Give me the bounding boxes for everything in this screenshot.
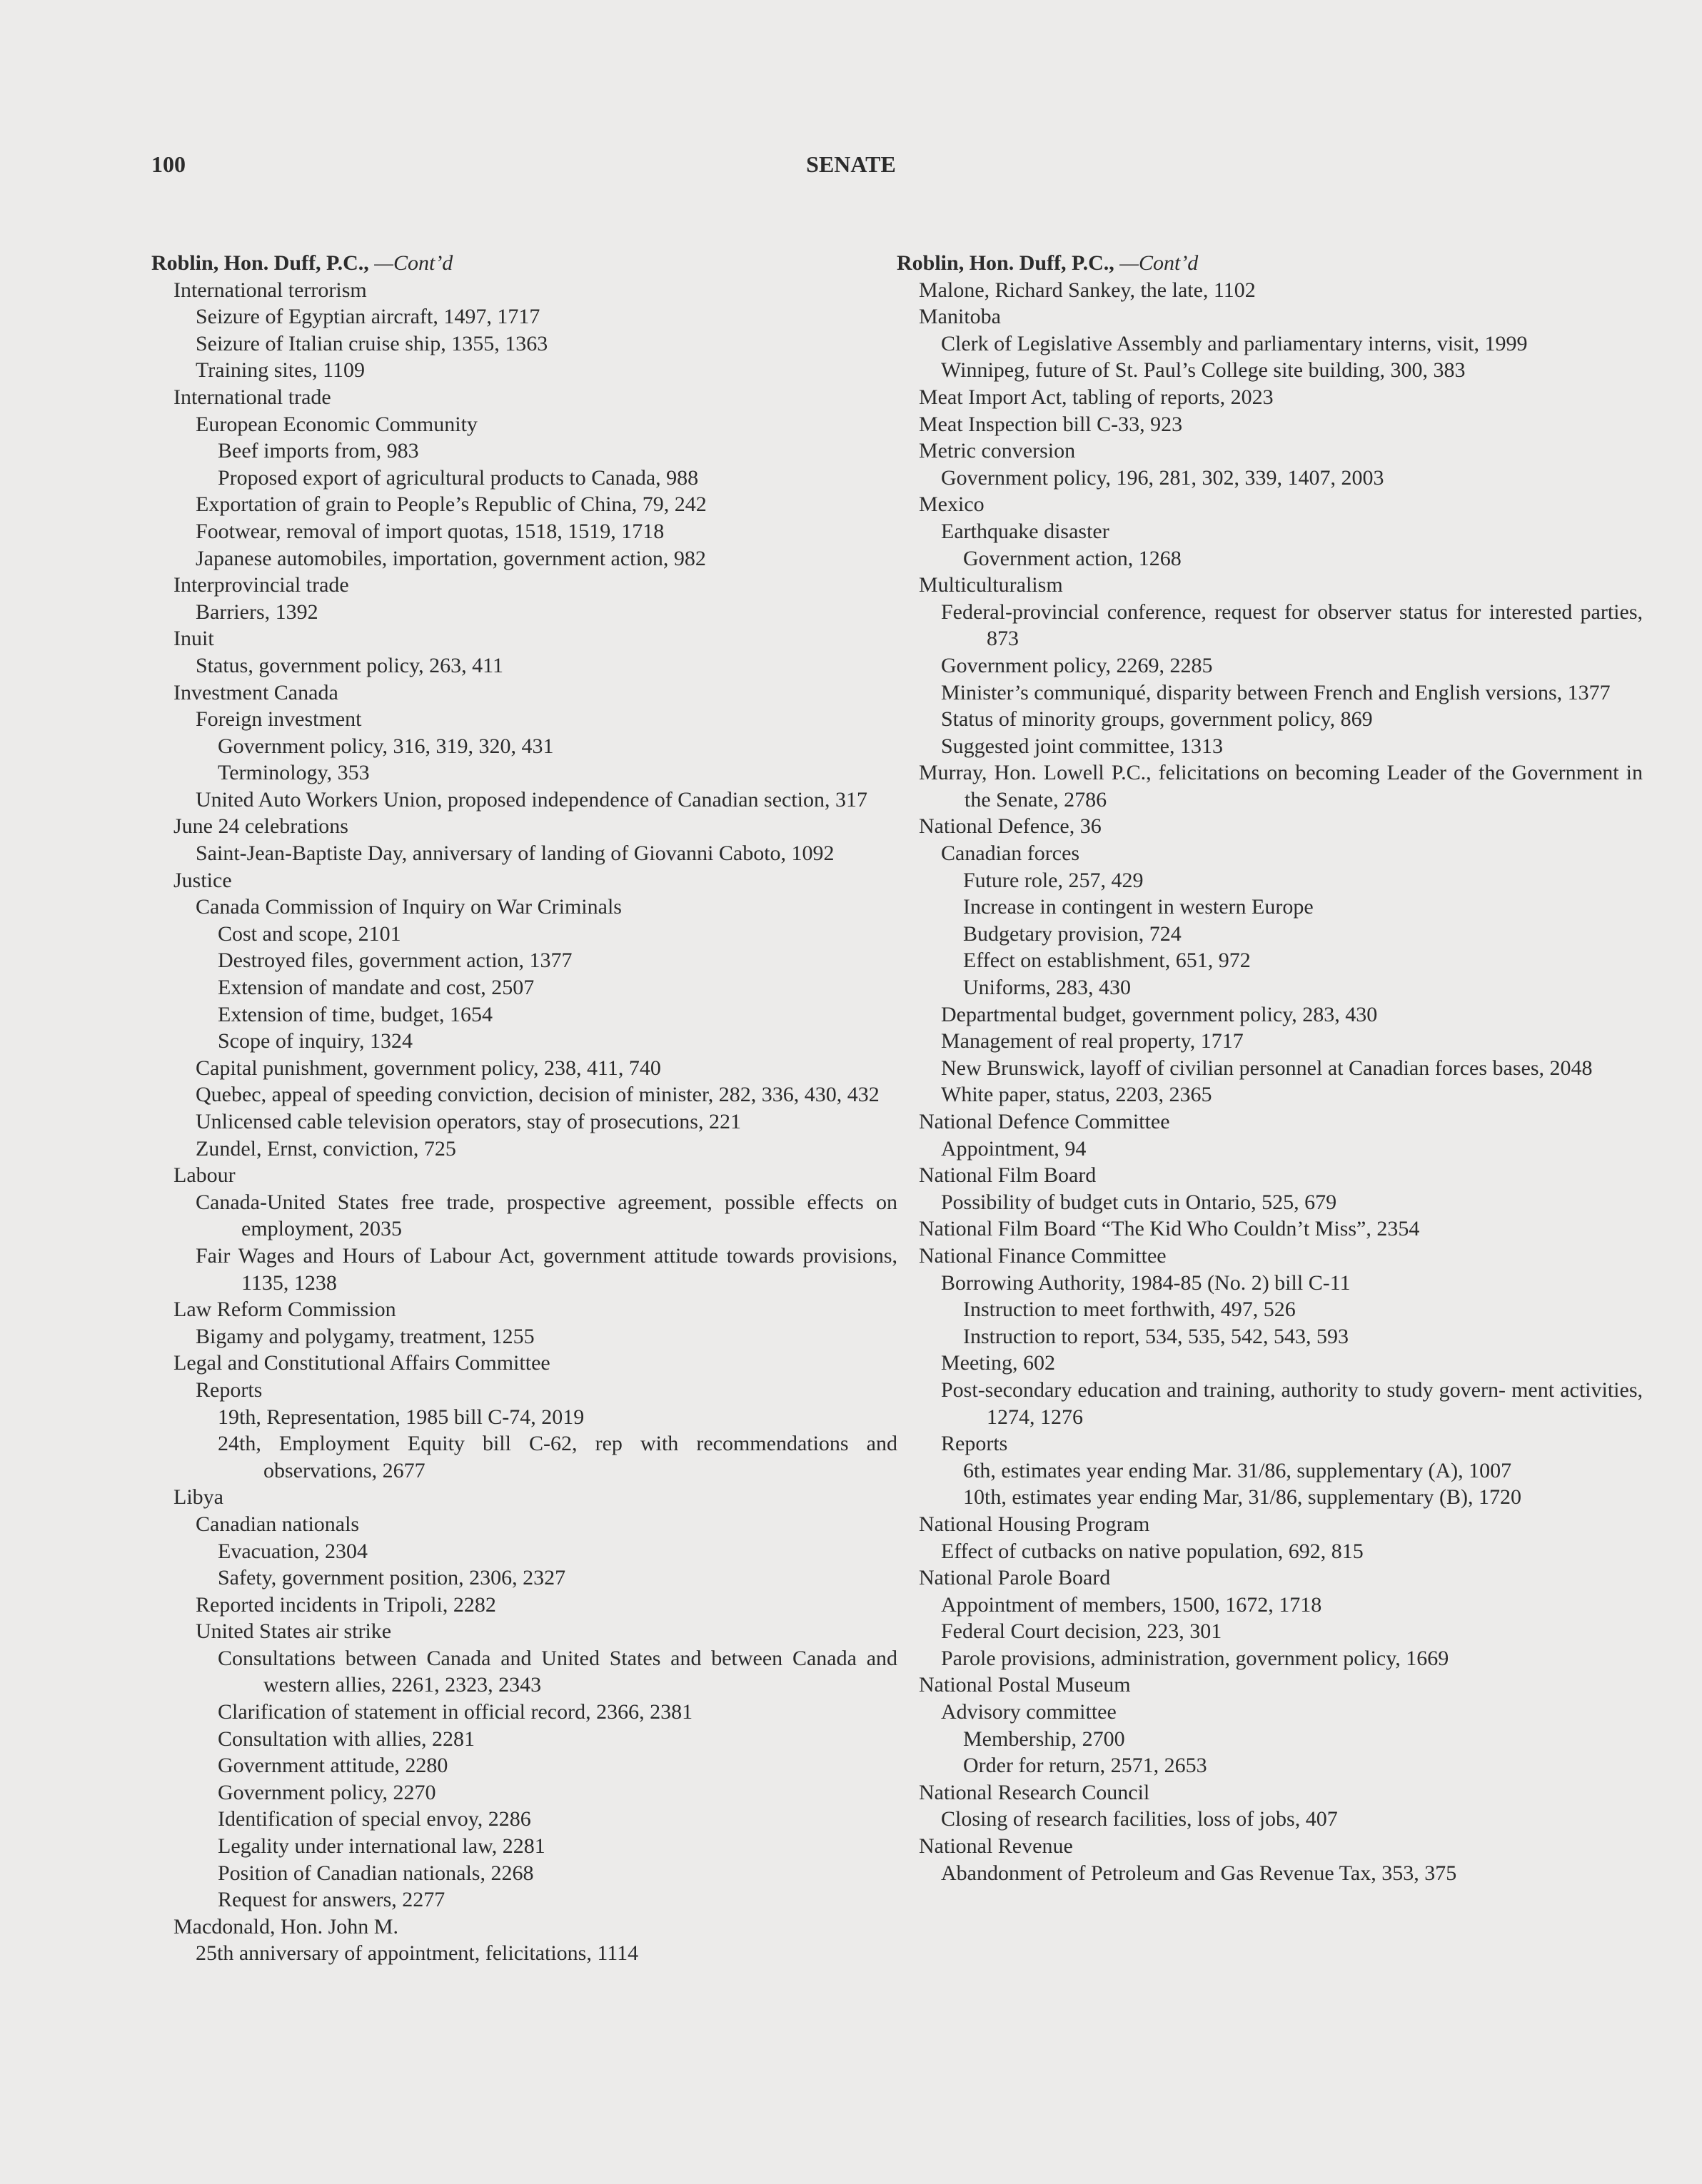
index-entry-text: National Parole Board — [919, 1566, 1111, 1590]
index-entry — [897, 894, 1643, 921]
index-entry — [151, 1323, 897, 1350]
index-entry — [151, 357, 897, 384]
index-entry-text: Identification of special envoy, 2286 — [218, 1807, 531, 1831]
index-entry — [151, 1752, 897, 1779]
index-entry — [897, 1618, 1643, 1645]
index-entry — [151, 733, 897, 760]
index-entry — [897, 1296, 1643, 1323]
index-entry — [151, 1484, 897, 1511]
index-entry-continuation: section, 317 — [764, 787, 867, 812]
index-entry-text: White paper, status, 2203, 2365 — [941, 1083, 1212, 1107]
index-entry — [151, 706, 897, 733]
index-entry — [151, 1538, 897, 1565]
index-entry — [897, 1215, 1643, 1243]
index-entry — [897, 1806, 1643, 1833]
index-entry — [151, 303, 897, 330]
index-entry-text: Federal Court decision, 223, 301 — [941, 1619, 1222, 1644]
index-entry — [897, 357, 1643, 384]
index-entry — [897, 1860, 1643, 1887]
index-entry-text: Earthquake disaster — [941, 519, 1109, 543]
index-entry — [897, 518, 1643, 545]
index-entry — [897, 330, 1643, 358]
index-entry-text: International terrorism — [173, 278, 367, 302]
index-entry-continuation: interested parties, 873 — [987, 600, 1643, 651]
index-entry-text: Saint-Jean-Baptiste Day, anniversary of landing of Giovanni — [196, 841, 714, 866]
index-column-right — [897, 250, 1643, 1886]
index-entry-text: Footwear, removal of import quotas, 1518, 1519, 1718 — [196, 519, 665, 543]
index-entry-text: Appointment of members, 1500, 1672, 1718 — [941, 1592, 1322, 1617]
index-entry — [151, 545, 897, 572]
index-entry — [151, 1055, 897, 1082]
index-entry-text: Post-secondary education and training, authority to study govern- — [941, 1377, 1506, 1402]
index-entry — [897, 1538, 1643, 1565]
index-entry — [897, 706, 1643, 733]
index-entry-text: Law Reform Commission — [173, 1298, 396, 1322]
index-entry — [151, 625, 897, 652]
index-entry — [151, 974, 897, 1001]
index-entry-text: Extension of time, budget, 1654 — [218, 1002, 493, 1026]
index-entry-text: Reports — [196, 1377, 263, 1402]
index-entry-text: Government policy, 2270 — [218, 1780, 436, 1804]
index-entry-text: Seizure of Italian cruise ship, 1355, 1363 — [196, 331, 548, 355]
index-entry-text: Government attitude, 2280 — [218, 1754, 448, 1778]
index-entry — [897, 974, 1643, 1001]
index-entry-text: National Defence, 36 — [919, 814, 1102, 839]
index-entry — [151, 572, 897, 599]
index-entry-text: Terminology, 353 — [218, 761, 370, 785]
index-entry-continuation: and observations, 2677 — [263, 1432, 897, 1482]
index-entry-text: Japanese automobiles, importation, government action, 982 — [196, 546, 706, 570]
index-entry-text: Destroyed files, government action, 1377 — [218, 949, 573, 973]
index-entry-text: Proposed export of agricultural products to Canada, 988 — [218, 465, 699, 490]
index-entry-text: National Film Board — [919, 1163, 1097, 1188]
index-entry — [897, 1511, 1643, 1538]
index-entry-text: Unlicensed cable television operators, stay of prosecutions, 221 — [196, 1110, 741, 1133]
index-entry-text: Instruction to report, 534, 535, 542, 543, 593 — [963, 1324, 1349, 1348]
index-entry — [151, 1296, 897, 1323]
index-entry — [151, 599, 897, 626]
index-entry — [151, 384, 897, 411]
index-entry-text: Mexico — [919, 492, 985, 517]
index-entry-text: Canada-United States free trade, prospective agreement, possible — [196, 1190, 795, 1214]
index-entry — [897, 1726, 1643, 1753]
heading-name: Roblin, Hon. Duff, P.C., — [897, 251, 1114, 275]
index-entry-text: Barriers, 1392 — [196, 600, 318, 624]
index-entry — [151, 1108, 897, 1136]
heading-name: Roblin, Hon. Duff, P.C., — [151, 251, 369, 275]
index-entry-text: Cost and scope, 2101 — [218, 921, 401, 946]
column-heading — [897, 250, 1643, 277]
index-entry-text: National Finance Committee — [919, 1243, 1167, 1268]
index-entry-text: 6th, estimates year ending Mar. 31/86, supplementary (A), — [963, 1458, 1464, 1482]
index-entry — [897, 1055, 1643, 1082]
index-entry — [897, 1189, 1643, 1216]
index-entry-text: Metric conversion — [919, 439, 1076, 463]
index-entry-text: National Revenue — [919, 1834, 1073, 1859]
index-entry-text: Federal-provincial conference, request for observer status for — [941, 600, 1481, 624]
page-number: 100 — [151, 151, 186, 177]
index-entry — [897, 465, 1643, 492]
index-entry — [151, 947, 897, 974]
index-entry-continuation: versions, 1377 — [1485, 680, 1611, 704]
index-entry-text: Training sites, 1109 — [196, 358, 365, 383]
index-entry-text: Macdonald, Hon. John M. — [173, 1914, 398, 1938]
index-entry — [897, 1699, 1643, 1726]
running-head: SENATE — [806, 151, 896, 177]
index-entry-text: Safety, government position, 2306, 2327 — [218, 1566, 566, 1590]
index-entry-text: Malone, Richard Sankey, the late, 1102 — [919, 278, 1256, 302]
index-entry — [151, 1243, 897, 1296]
index-entry-text: Increase in contingent in western Europe — [963, 895, 1314, 919]
index-entry-continuation: towards provisions, 1135, 1238 — [241, 1243, 897, 1295]
index-entry-text: Meeting, 602 — [941, 1351, 1055, 1375]
index-entry-text: Government policy, 196, 281, 302, 339, 1407, 2003 — [941, 465, 1384, 490]
index-entry-text: Meat Import Act, tabling of reports, 2023 — [919, 385, 1274, 409]
index-entry-text: Labour — [173, 1163, 236, 1188]
index-entry-continuation: 1999 — [1484, 331, 1528, 355]
index-entry — [151, 1860, 897, 1887]
index-entry-text: Consultation with allies, 2281 — [218, 1727, 475, 1751]
index-entry — [151, 1028, 897, 1055]
index-entry-continuation: 1720 — [1478, 1485, 1521, 1510]
index-entry — [897, 1377, 1643, 1430]
index-entry — [897, 1564, 1643, 1592]
index-entry-text: Capital punishment, government policy, 238, 411, 740 — [196, 1056, 661, 1080]
index-entry — [151, 921, 897, 948]
index-entry-text: Justice — [173, 868, 232, 892]
index-entry-continuation: 336, 430, 432 — [761, 1083, 880, 1107]
index-entry — [897, 1833, 1643, 1860]
index-entry — [897, 1162, 1643, 1189]
index-entry — [151, 1726, 897, 1753]
index-entry-text: Beef imports from, 983 — [218, 439, 419, 463]
index-entry — [151, 1592, 897, 1619]
heading-continued: —Cont’d — [1119, 251, 1199, 275]
index-entry — [151, 1001, 897, 1028]
index-entry — [897, 303, 1643, 330]
index-entry — [151, 1645, 897, 1699]
index-entry-text: Multiculturalism — [919, 573, 1063, 597]
index-entry-text: Libya — [173, 1485, 223, 1510]
index-entry-text: Government policy, 2269, 2285 — [941, 653, 1213, 677]
index-entry — [151, 840, 897, 867]
index-entry — [897, 840, 1643, 867]
index-entry — [897, 599, 1643, 652]
index-entry-text: Order for return, 2571, 2653 — [963, 1754, 1207, 1778]
index-entry-text: Exportation of grain to People’s Republic of China, 79, 242 — [196, 492, 707, 517]
index-entry-text: 25th anniversary of appointment, felicitations, 1114 — [196, 1941, 639, 1966]
index-entry-continuation: effects on employment, 2035 — [241, 1190, 897, 1241]
index-entry — [897, 867, 1643, 894]
index-column-left — [151, 250, 897, 1967]
index-entry — [897, 277, 1643, 304]
index-entry-text: Membership, 2700 — [963, 1727, 1125, 1751]
index-entry-text: Government policy, 316, 319, 320, 431 — [218, 734, 554, 758]
index-entry-text: Borrowing Authority, 1984-85 (No. 2) bill C-11 — [941, 1270, 1351, 1295]
index-entry-text: National Postal Museum — [919, 1673, 1131, 1697]
index-entry — [151, 759, 897, 787]
index-entry — [897, 1430, 1643, 1457]
index-entry-text: Fair Wages and Hours of Labour Act, government attitude — [196, 1243, 718, 1268]
index-entry-text: Reported incidents in Tripoli, 2282 — [196, 1592, 496, 1617]
index-entry-text: Management of real property, 1717 — [941, 1029, 1244, 1053]
index-entry — [151, 491, 897, 518]
index-entry-text: Evacuation, 2304 — [218, 1539, 368, 1563]
index-entry-text: National Housing Program — [919, 1512, 1150, 1536]
index-entry — [151, 787, 897, 814]
index-entry-text: Manitoba — [919, 305, 1001, 329]
index-entry-text: Murray, Hon. Lowell P.C., felicitations on becoming Leader of the — [919, 761, 1505, 785]
index-entry-continuation: Caboto, 1092 — [718, 841, 835, 866]
index-entry-text: International trade — [173, 385, 331, 409]
index-entry — [151, 1833, 897, 1860]
index-entry — [151, 1699, 897, 1726]
index-entry-continuation: Government in the Senate, 2786 — [965, 761, 1643, 812]
index-entry — [897, 1081, 1643, 1108]
index-entry — [897, 652, 1643, 679]
index-entry — [151, 277, 897, 304]
index-entry-text: Clerk of Legislative Assembly and parliamentary interns, visit, — [941, 331, 1479, 355]
index-entry-text: Departmental budget, government policy, 283, 430 — [941, 1002, 1378, 1026]
index-entry-text: Advisory committee — [941, 1700, 1117, 1724]
index-entry-text: Seizure of Egyptian aircraft, 1497, 1717 — [196, 305, 540, 329]
index-entry-text: Budgetary provision, 724 — [963, 921, 1182, 946]
index-entry — [897, 1270, 1643, 1297]
heading-continued: —Cont’d — [374, 251, 453, 275]
index-entry — [897, 1752, 1643, 1779]
index-entry — [151, 1136, 897, 1163]
index-entry — [897, 1001, 1643, 1028]
index-entry — [897, 1108, 1643, 1136]
index-entry — [897, 921, 1643, 948]
index-entry — [151, 652, 897, 679]
index-entry-text: Clarification of statement in official record, 2366, 2381 — [218, 1700, 693, 1724]
index-entry-text: Parole provisions, administration, government policy, 1669 — [941, 1646, 1449, 1670]
index-entry — [897, 1243, 1643, 1270]
index-entry — [151, 1940, 897, 1967]
column-heading — [151, 250, 897, 277]
index-entry — [151, 1886, 897, 1913]
index-entry-text: Closing of research facilities, loss of jobs, 407 — [941, 1807, 1338, 1831]
index-entry — [897, 491, 1643, 518]
index-entry — [897, 1457, 1643, 1485]
index-entry — [897, 438, 1643, 465]
index-entry — [151, 813, 897, 840]
index-entry-text: Extension of mandate and cost, 2507 — [218, 976, 535, 1000]
index-entry — [897, 733, 1643, 760]
index-entry-text: Position of Canadian nationals, 2268 — [218, 1861, 534, 1885]
index-entry-text: European Economic Community — [196, 412, 478, 436]
index-entry-text: National Defence Committee — [919, 1110, 1170, 1133]
index-entry-text: New Brunswick, layoff of civilian personnel at Canadian forces — [941, 1056, 1488, 1080]
index-entry-continuation: Canada and western allies, 2261, 2323, 2343 — [263, 1646, 898, 1697]
index-entry-text: Future role, 257, 429 — [963, 868, 1144, 892]
index-entry-text: Scope of inquiry, 1324 — [218, 1029, 413, 1053]
index-entry — [151, 1806, 897, 1833]
index-entry-text: National Film Board “The Kid Who Couldn’t Miss”, 2354 — [919, 1217, 1420, 1241]
index-entry-text: Meat Inspection bill C-33, 923 — [919, 412, 1183, 436]
index-entry-text: Zundel, Ernst, conviction, 725 — [196, 1136, 456, 1161]
index-entry — [897, 411, 1643, 438]
index-entry-continuation: ment activities, 1274, 1276 — [987, 1377, 1643, 1429]
index-entry-text: National Research Council — [919, 1780, 1150, 1804]
index-entry — [151, 518, 897, 545]
index-entry-text: Status of minority groups, government policy, 869 — [941, 707, 1373, 732]
index-entry-text: Request for answers, 2277 — [218, 1888, 445, 1912]
index-entry — [897, 1645, 1643, 1672]
index-entry — [151, 411, 897, 438]
index-entry — [151, 330, 897, 358]
index-entry-text: Canadian nationals — [196, 1512, 360, 1536]
index-entry-text: Uniforms, 283, 430 — [963, 976, 1131, 1000]
index-entry-text: Canadian forces — [941, 841, 1080, 866]
index-entry — [151, 1162, 897, 1189]
index-entry — [151, 1913, 897, 1941]
index-entry — [151, 1511, 897, 1538]
index-entry-text: Suggested joint committee, 1313 — [941, 734, 1223, 758]
index-entry — [151, 679, 897, 707]
index-entry-text: Reports — [941, 1432, 1008, 1456]
index-entry-text: Canada Commission of Inquiry on War Criminals — [196, 895, 622, 919]
index-entry-text: Abandonment of Petroleum and Gas Revenue Tax, 353, 375 — [941, 1861, 1457, 1885]
index-entry-text: Effect on establishment, 651, 972 — [963, 949, 1251, 973]
index-entry — [897, 1028, 1643, 1055]
index-entry-text: Instruction to meet forthwith, 497, 526 — [963, 1298, 1296, 1322]
index-entry-text: United States air strike — [196, 1619, 392, 1644]
index-entry — [151, 438, 897, 465]
index-entry-text: Investment Canada — [173, 680, 338, 704]
index-entry-text: Government action, 1268 — [963, 546, 1182, 570]
index-entry-text: Interprovincial trade — [173, 573, 349, 597]
index-entry — [897, 572, 1643, 599]
index-entry — [897, 759, 1643, 813]
index-entry-text: Foreign investment — [196, 707, 362, 732]
index-entry-text: Quebec, appeal of speeding conviction, decision of minister, 282, — [196, 1083, 757, 1107]
index-entry-text: 10th, estimates year ending Mar, 31/86, supplementary (B), — [963, 1485, 1474, 1510]
index-entry-text: Bigamy and polygamy, treatment, 1255 — [196, 1324, 535, 1348]
index-entry — [151, 1377, 897, 1404]
index-entry-text: Appointment, 94 — [941, 1136, 1087, 1161]
index-entry — [151, 1404, 897, 1431]
index-entry — [897, 679, 1643, 707]
index-entry-text: Legal and Constitutional Affairs Committee — [173, 1351, 550, 1375]
index-entry — [897, 1323, 1643, 1350]
index-entry-text: Consultations between Canada and United States and between — [218, 1646, 783, 1670]
index-entry — [151, 1430, 897, 1484]
index-entry — [897, 813, 1643, 840]
index-entry-continuation: bases, 2048 — [1492, 1056, 1593, 1080]
index-entry — [151, 1618, 897, 1645]
index-entry — [897, 1136, 1643, 1163]
index-entry-text: Possibility of budget cuts in Ontario, 525, 679 — [941, 1190, 1337, 1214]
index-entry — [151, 1350, 897, 1377]
index-entry-text: June 24 celebrations — [173, 814, 348, 839]
index-entry — [897, 545, 1643, 572]
index-entry — [897, 1779, 1643, 1806]
index-entry — [897, 384, 1643, 411]
index-entry-continuation: 1007 — [1469, 1458, 1512, 1482]
index-entry — [151, 867, 897, 894]
index-entry-text: Minister’s communiqué, disparity between French and English — [941, 680, 1481, 704]
index-entry-text: Legality under international law, 2281 — [218, 1834, 545, 1859]
index-entry — [897, 1672, 1643, 1699]
index-entry-text: Winnipeg, future of St. Paul’s College site building, 300, 383 — [941, 358, 1466, 383]
index-entry — [151, 894, 897, 921]
index-entry-text: Status, government policy, 263, 411 — [196, 653, 504, 677]
index-entry — [897, 1484, 1643, 1511]
index-entry-text: United Auto Workers Union, proposed independence of Canadian — [196, 787, 759, 812]
index-entry — [151, 465, 897, 492]
index-entry — [897, 1592, 1643, 1619]
index-entry — [897, 947, 1643, 974]
index-entry-text: 24th, Employment Equity bill C-62, rep with recommendations — [218, 1432, 849, 1456]
index-entry-text: Effect of cutbacks on native population, 692, 815 — [941, 1539, 1364, 1563]
index-entry — [151, 1081, 897, 1108]
index-entry — [151, 1189, 897, 1243]
index-entry-text: Inuit — [173, 627, 214, 651]
index-entry — [151, 1779, 897, 1806]
index-entry — [897, 1350, 1643, 1377]
index-entry — [151, 1564, 897, 1592]
index-entry-text: 19th, Representation, 1985 bill C-74, 2019 — [218, 1405, 585, 1429]
